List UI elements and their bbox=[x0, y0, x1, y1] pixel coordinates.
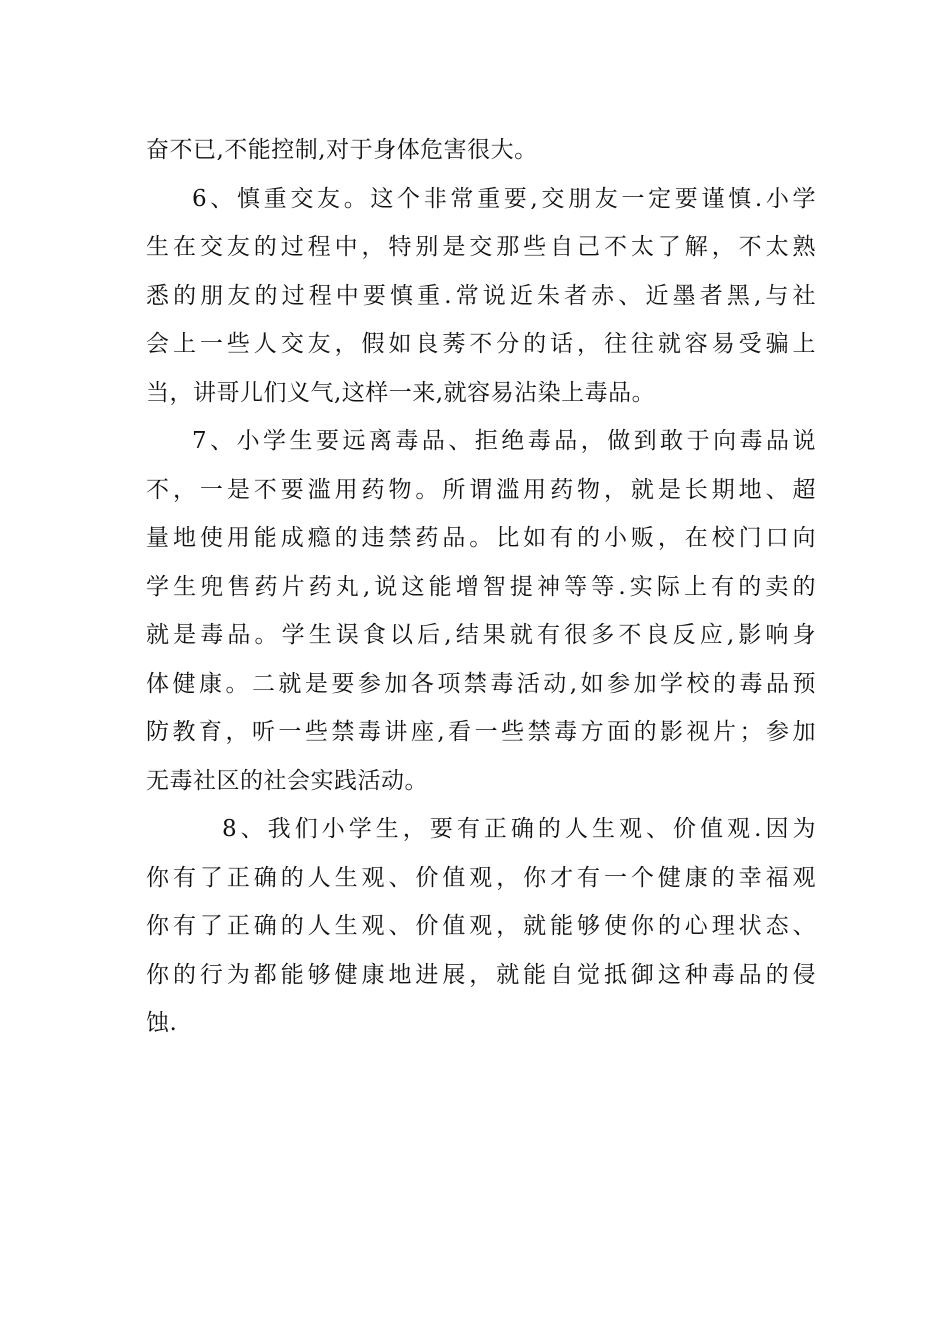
text-line: 就是毒品。学生误食以后,结果就有很多不良反应,影响身 bbox=[146, 622, 816, 648]
paragraph-8-start: 8、我们小学生，要有正确的人生观、价值观.因为 bbox=[222, 816, 816, 842]
text-line: 无毒社区的社会实践活动。 bbox=[146, 767, 428, 794]
text-line: 防教育，听一些禁毒讲座,看一些禁毒方面的影视片；参加 bbox=[146, 719, 816, 745]
body-text bbox=[146, 126, 816, 1048]
text-line: 不，一是不要滥用药物。所谓滥用药物，就是长期地、超 bbox=[146, 476, 816, 503]
text-line: 体健康。二就是要参加各项禁毒活动,如参加学校的毒品预 bbox=[146, 670, 816, 697]
text-line: 奋不已,不能控制,对于身体危害很大。 bbox=[146, 137, 538, 163]
text-line: 悉的朋友的过程中要慎重.常说近朱者赤、近墨者黑,与社 bbox=[146, 282, 816, 309]
text-line: 蚀. bbox=[146, 1010, 178, 1036]
paragraph-7-start: 7、小学生要远离毒品、拒绝毒品，做到敢于向毒品说 bbox=[192, 428, 816, 454]
text-line: 量地使用能成瘾的违禁药品。比如有的小贩，在校门口向 bbox=[146, 525, 816, 551]
text-line: 你有了正确的人生观、价值观，就能够使你的心理状态、 bbox=[146, 913, 816, 939]
text-line: 学生兜售药片药丸,说这能增智提神等等.实际上有的卖的 bbox=[146, 573, 816, 600]
text-line: 你有了正确的人生观、价值观，你才有一个健康的幸福观 bbox=[146, 864, 816, 891]
text-line: 生在交友的过程中，特别是交那些自己不太了解，不太熟 bbox=[146, 234, 816, 260]
text-line: 你的行为都能够健康地进展，就能自觉抵御这种毒品的侵 bbox=[146, 961, 816, 988]
text-line: 会上一些人交友，假如良莠不分的话，往往就容易受骗上 bbox=[146, 331, 816, 357]
paragraph-6-start: 6、慎重交友。这个非常重要,交朋友一定要谨慎.小学 bbox=[192, 185, 816, 212]
text-line: 当，讲哥儿们义气,这样一来,就容易沾染上毒品。 bbox=[146, 379, 656, 406]
